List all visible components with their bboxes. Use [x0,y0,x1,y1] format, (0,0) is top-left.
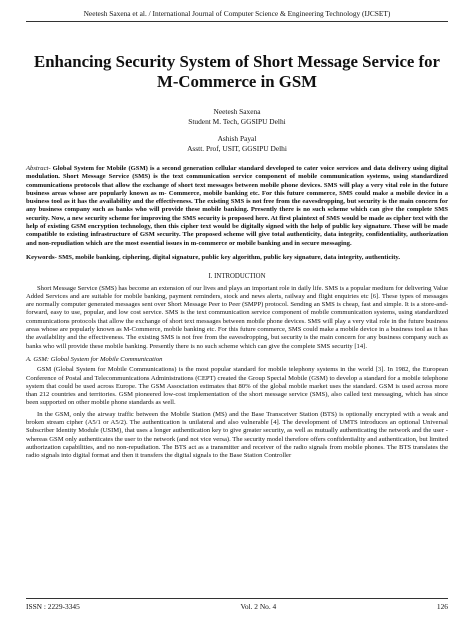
author-1 [26,107,448,126]
abstract [26,165,448,248]
footer-rule [26,598,448,599]
paper-title: Enhancing Security System of Short Message Service for M-Commerce in GSM [34,52,440,91]
section-heading-introduction: I. INTRODUCTION [208,273,266,281]
header-rule [26,21,448,22]
author-block [26,107,448,161]
author-name: Ashish Payal [217,134,257,144]
journal-header: Neetesh Saxena et al. / International Journal of Computer Science & Engineering Technology (IJCSET) [83,9,391,18]
author-affiliation: Asstt. Prof, USIT, GGSIPU Delhi [187,143,287,153]
intro-paragraph: Short Message Service (SMS) has become an extension of our lives and plays an important role in daily life. SMS is a popular medium for delivering Value Added Services and are suitable for mobile banking, payment reminders, stock and news alerts, railway and flight enquiries etc [6]. These types of messages are normally computer generated messages sent over Short Message Peer to Peer (SMPP) protocol. Sending an SMS is cheap, fast and simple. It is a store-and-forward, easy to use, popular, and low cost service. SMS is the text communication service component of mobile communication systems, using standardized communications protocols that allow the exchange of short text messages between mobile phone devices. SMS will play a very vital role in the future business areas whose are popularly known as M-Commerce, mobile banking etc. For this future commerce, SMS could make a mobile device in a business tool as it has the availability and the effectiveness. The existing SMS is not free from the eavesdropping, but security is the main concern for any business company such as banks who will provide these mobile banking. Presently there is no such scheme which can give the complete SMS security [14]. [26,284,448,350]
subsection-heading-gsm: A. GSM: Global System for Mobile Communication [26,355,163,363]
footer-page-number: 126 [436,602,448,611]
abstract-label: Abstract- [26,165,51,172]
abstract-text: Global System for Mobile (GSM) is a second generation cellular standard developed to cater voice services and data delivery using digital modulation. Short Message Service (SMS) is the text communication service component of mobile communication systems, using standardized communications protocols that allow the exchange of short text messages between mobile phone devices. SMS will play a very vital role in the future business areas whose are popularly known as m- Commerce, mobile banking etc. For this future commerce, SMS could make a mobile device in a business tool as it has the availability and the effectiveness. The existing SMS is not free from the eavesdropping, but security is the main concern for any business company such as banks who will provide these mobile banking. Presently there is no such scheme which can give the complete SMS security. Now, a new security scheme for improving the SMS security is proposed here. At first plaintext of SMS would be made as cipher text with the help of existing GSM encryption technology, then this cipher text would be digitally signed with the help of public key signature. These will be made compatible to existing infrastructure of GSM security. The proposed scheme will give total authenticity, data integrity, confidentiality, authorization and non-repudiation which are the most essential issues in m-commerce or mobile banking and in secure messaging. [26,165,448,247]
author-2 [26,134,448,153]
page-footer [26,602,448,611]
gsm-paragraph-1: GSM (Global System for Mobile Communications) is the most popular standard for mobile telephony systems in the world [3]. In 1982, the European Conference of Postal and Telecommunications Administrations (CEPT) created the Group Special Mobile (GSM) to develop a standard for a mobile telephone system that could be used across Europe. The GSM Association estimates that 80% of the global mobile market uses the standard. GSM is used across more than 212 countries and territories. GSM pioneered low-cost implementation of the short message service (SMS), also called text messaging, which has since been supported on other mobile phone standards as well. [26,366,448,407]
keywords: Keywords- SMS, mobile banking, ciphering, digital signature, public key algorithm, public key signature, data integrity, authenticity. [26,253,400,261]
gsm-paragraph-2: In the GSM, only the airway traffic between the Mobile Station (MS) and the Base Transceiver Station (BTS) is optionally encrypted with a weak and broken stream cipher (A5/1 or A5/2). The authentication is unilateral and also vulnerable [4]. The development of UMTS introduces an optional Universal Subscriber Identity Module (USIM), that uses a longer authentication key to give greater security, as well as mutually authenticating the network and the user - whereas GSM only authenticates the user to the network (and not vice versa). The security model therefore offers confidentiality and authentication, but limited authorization capabilities, and no non-repudiation. The BTS act as a transmitter and receiver of the radio signals from mobile phones. The BTS translates the radio signals into digital format and then it transfers the digital signals to the Base Station Controller [26,410,448,460]
footer-volume: Vol. 2 No. 4 [240,602,277,611]
paper-body [26,165,448,464]
author-affiliation: Student M. Tech, GGSIPU Delhi [188,116,286,126]
footer-issn: ISSN : 2229-3345 [26,602,80,611]
author-name: Neetesh Saxena [213,107,261,116]
